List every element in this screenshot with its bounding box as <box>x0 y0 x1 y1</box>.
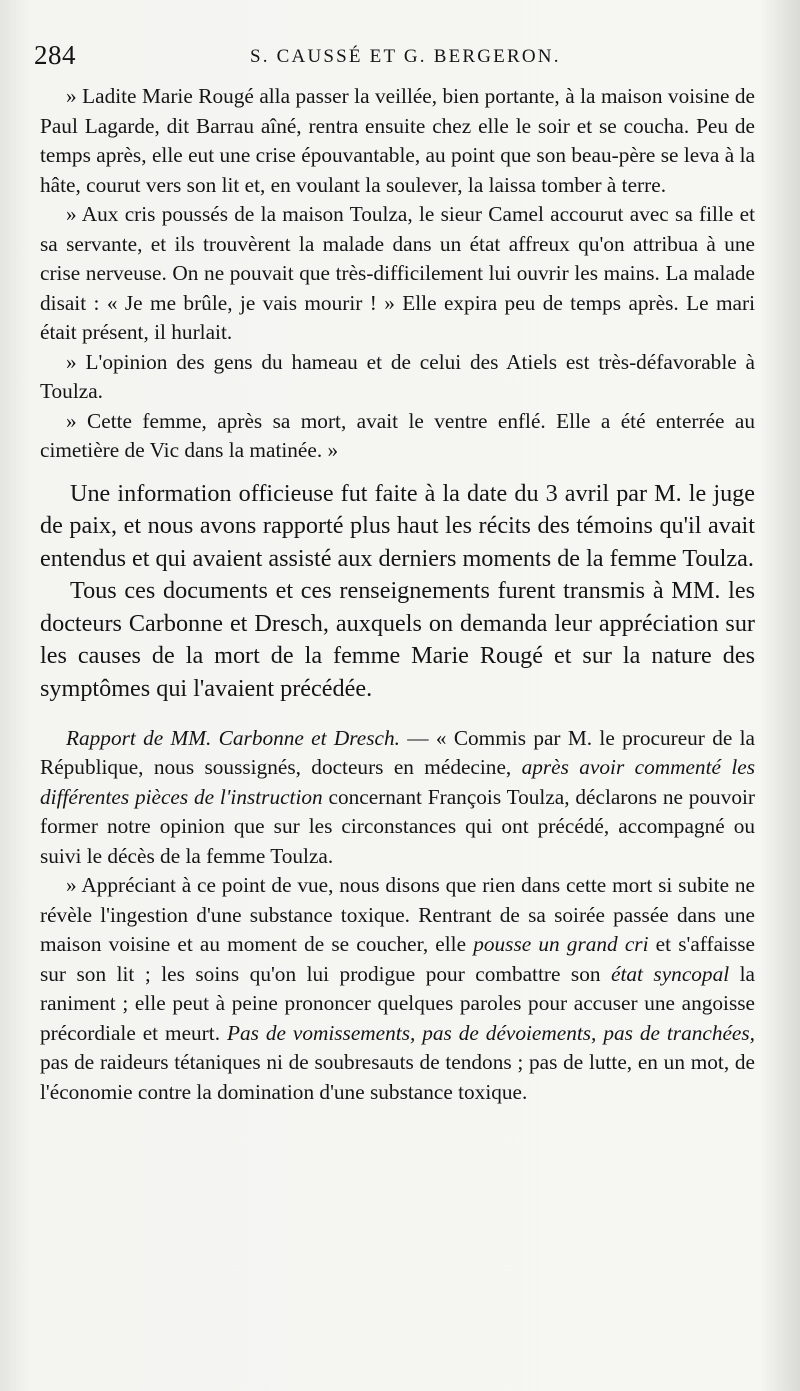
report2-italic-1: pousse un grand cri <box>473 932 649 957</box>
report2-text-1: » Appréciant à ce point de vue, nous disons que rien dans cette mort si subite ne révèle l'ingestion d'une substance toxique. Rentrant de sa soirée passée dans une maison voisine et au moment de se coucher, elle <box>40 873 755 957</box>
paragraph-5: Une information officieuse fut faite à la date du 3 avril par M. le juge de paix, et nous avons rapporté plus haut les récits des témoins qu'il avait entendus et qui avaient assisté aux derniers moments de la femme Toulza. <box>40 479 755 572</box>
report-paragraph-1 <box>40 724 755 872</box>
report2-text-2: et s'affaisse sur son lit ; les soins qu'on lui prodigue pour combattre son <box>40 932 755 986</box>
page-body <box>40 82 755 1107</box>
report-heading: Rapport de MM. Carbonne et Dresch. <box>66 725 400 750</box>
report-text-1: — « Commis par M. le procureur de la République, nous soussignés, docteurs en médecine, <box>40 725 756 780</box>
paragraph-4: » Cette femme, après sa mort, avait le ventre enflé. Elle a été enterrée au cimetière de Vic dans la matinée. » <box>40 408 755 462</box>
paragraph-6: Tous ces documents et ces renseignements furent transmis à MM. les docteurs Carbonne et Dresch, auxquels on demanda leur appréciation sur les causes de la mort de la femme Marie Rougé et sur la nature des symptômes qui l'avaient précédée. <box>40 577 755 703</box>
paragraph-2: » Aux cris poussés de la maison Toulza, le sieur Camel accourut avec sa fille et sa servante, et ils trouvèrent la malade dans un état affreux qu'on attribua à une crise nerveuse. On ne pouvait que très-difficilement lui ouvrir les mains. La malade disait : « Je me brûle, je vais mourir ! » Elle expira peu de temps après. Le mari était présent, il hurlait. <box>40 202 755 344</box>
report2-italic-3: Pas de vomissements, pas de dévoiements, pas de tranchées, <box>226 1020 755 1045</box>
report2-italic-2: état syncopal <box>611 961 730 986</box>
report-italic-1: après avoir commenté les différentes pièces de l'instruction <box>40 755 755 809</box>
running-head: S. CAUSSÉ ET G. BERGERON. <box>250 46 561 67</box>
paragraph-3: » L'opinion des gens du hameau et de celui des Atiels est très-défavorable à Toulza. <box>40 349 755 403</box>
page-header <box>34 40 764 76</box>
report2-text-4: pas de raideurs tétaniques ni de soubresauts de tendons ; pas de lutte, en un mot, de l'économie contre la domination d'une substance toxique. <box>40 1050 755 1104</box>
paragraph-1: » Ladite Marie Rougé alla passer la veillée, bien portante, à la maison voisine de Paul Lagarde, dit Barrau aîné, rentra ensuite chez elle le soir et se coucha. Peu de temps après, elle eut une crise épouvantable, au point que son beau-père se leva à la hâte, courut vers son lit et, en voulant la soulever, la laissa tomber à terre. <box>40 84 755 197</box>
report-text-2: concernant François Toulza, déclarons ne pouvoir former notre opinion que sur les circonstances qui ont précédé, accompagné ou suivi le décès de la femme Toulza. <box>40 784 756 868</box>
report-paragraph-2 <box>40 871 755 1107</box>
report2-text-3: la raniment ; elle peut à peine prononcer quelques paroles pour accuser une angoisse précordiale et meurt. <box>40 961 755 1045</box>
page-number: 284 <box>34 40 76 70</box>
